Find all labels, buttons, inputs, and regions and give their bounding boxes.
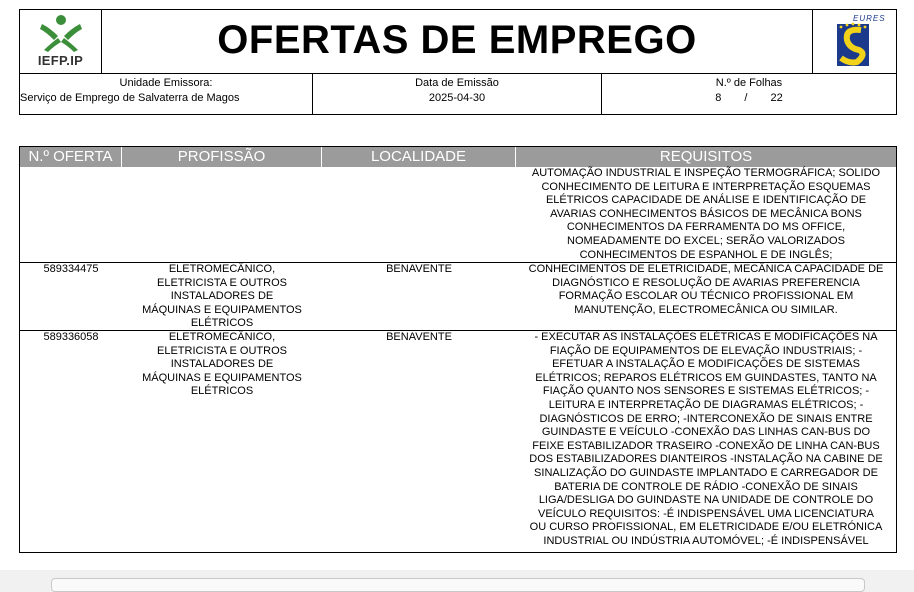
table-row: [20, 331, 896, 551]
requirements-line: FIAÇÃO DE EQUIPAMENTOS DE ELEVAÇÃO INDUSTRIAIS; -: [549, 344, 863, 357]
requirements-line: LEITURA E INTERPRETAÇÃO DE DIAGRAMAS ELÉTRICOS; -: [548, 398, 864, 411]
table-header: [20, 147, 896, 167]
profession-cell: [122, 331, 322, 399]
profession-cell: [122, 263, 322, 331]
iefp-logo-icon: [36, 14, 86, 54]
sheets-label: N.º de Folhas: [715, 77, 783, 89]
requirements-cell: [516, 263, 896, 317]
requirements-line: LIGA/DESLIGA DO GUINDASTE NA UNIDADE DE CONTROLE DO: [538, 494, 874, 507]
sheets-value: [602, 92, 896, 104]
date-label: Data de Emissão: [415, 77, 499, 89]
requirements-line: INDUSTRIAL OU INDÚSTRIA AUTOMÓVEL; -É INDISPENSÁVEL: [543, 534, 869, 547]
profession-line: ELÉTRICOS: [190, 317, 254, 330]
requirements-line: DIAGNÓSTICOS DE ERRO; -INTERCONEXÃO DE SINAIS ENTRE: [539, 412, 873, 425]
sheets-cell: [602, 74, 896, 115]
requirements-cell: [516, 167, 896, 262]
sheet-total: 22: [770, 92, 783, 104]
col-header-requirements: REQUISITOS: [659, 148, 753, 165]
issuer-cell: [20, 74, 313, 115]
requirements-line: DIAGNÓSTICO E RESOLUÇÃO DE AVARIAS PREFERENCIA: [552, 276, 860, 289]
issuer-label: Unidade Emissora:: [119, 77, 213, 89]
requirements-line: CONHECIMENTO DE LEITURA E INTERPRETAÇÃO ESQUEMAS: [541, 180, 871, 193]
locality-cell: BENAVENTE: [386, 331, 452, 343]
profession-line: ELETRICISTA E OUTROS: [157, 344, 287, 357]
requirements-line: FEIXE ESTABILIZADOR TRASEIRO -CONEXÃO DE LINHA CAN-BUS: [532, 439, 880, 452]
sheet-current: 8: [715, 92, 722, 104]
requirements-line: NOMEADAMENTE DO EXCEL; SERÃO VALORIZADOS: [567, 234, 845, 247]
date-cell: [313, 74, 602, 115]
title-cell: [102, 10, 813, 73]
eures-label: EURES: [853, 14, 886, 23]
requirements-line: OU CURSO PROFISSIONAL, EM ELETRICIDADE E/OU ELETRÓNICA: [529, 521, 883, 534]
requirements-line: AUTOMAÇÃO INDUSTRIAL E INSPEÇÃO TERMOGRÁFICA; SOLIDO: [531, 167, 881, 179]
next-page-edge: [51, 578, 865, 592]
header-box: [19, 9, 897, 115]
requirements-line: - EXECUTAR AS INSTALAÇÕES ELÉTRICAS E MODIFICAÇÕES NA: [534, 331, 878, 343]
eures-logo: [813, 10, 896, 73]
col-header-locality: LOCALIDADE: [322, 147, 516, 167]
page-title: OFERTAS DE EMPREGO: [217, 18, 697, 62]
requirements-line: CONHECIMENTOS DA FERRAMENTA DO MS OFFICE,: [566, 221, 846, 234]
requirements-line: FIAÇÃO QUANTO NOS SENSORES E SISTEMAS ELÉTRICOS; -: [542, 385, 870, 398]
requirements-line: MANUTENÇÃO, ELECTROMECÂNICA OU SIMILAR.: [574, 303, 838, 316]
requirements-line: BATERIA DE CONTROLE DE RÁDIO -CONEXÃO DE SINAIS: [554, 480, 858, 493]
requirements-line: CONHECIMENTOS DE ESPANHOL E DE INGLÊS;: [579, 248, 833, 261]
col-header-profession: PROFISSÃO: [122, 147, 322, 167]
requirements-line: GUINDASTE E VEÍCULO -CONEXÃO DAS LINHAS CAN-BUS DO: [541, 426, 871, 439]
offers-table: [19, 146, 897, 553]
logo-text: IEFP.IP: [37, 53, 84, 68]
offer-number: 589336058: [43, 331, 99, 343]
requirements-line: FORMAÇÃO ESCOLAR OU TÉCNICO PROFISSIONAL EM: [558, 290, 854, 303]
requirements-line: AVARIAS CONHECIMENTOS BÁSICOS DE MECÂNICA BONS: [550, 207, 862, 220]
profession-line: ELÉTRICOS: [190, 385, 254, 398]
locality-cell: BENAVENTE: [386, 263, 452, 275]
offer-number: 589334475: [43, 263, 99, 275]
profession-line: INSTALADORES DE: [170, 290, 274, 303]
requirements-cell: [516, 331, 896, 549]
profession-line: MÁQUINAS E EQUIPAMENTOS: [142, 303, 302, 316]
requirements-line: ELÉTRICOS; REPAROS ELÉTRICOS EM GUINDASTES, TANTO NA: [535, 371, 877, 384]
profession-line: ELETROMECÂNICO,: [168, 263, 276, 275]
eures-logo-icon: [827, 14, 883, 70]
requirements-line: EFETUAR A INSTALAÇÃO E MODIFICAÇÕES DE SISTEMAS: [552, 358, 860, 371]
profession-line: INSTALADORES DE: [170, 358, 274, 371]
requirements-line: DOS ESTABILIZADORES DIANTEIROS -INSTALAÇÃO NA CABINE DE: [529, 453, 883, 466]
col-header-offer: N.º OFERTA: [20, 147, 122, 167]
info-row: [20, 73, 896, 114]
iefp-logo: [20, 10, 102, 73]
issuer-value: Serviço de Emprego de Salvaterra de Magos: [20, 92, 240, 104]
requirements-line: VEÍCULO REQUISITOS: -É INDISPENSÁVEL UMA LICENCIATURA: [538, 507, 874, 520]
sheet-separator: /: [744, 92, 748, 104]
profession-line: MÁQUINAS E EQUIPAMENTOS: [142, 371, 302, 384]
table-row: [20, 167, 896, 263]
profession-line: ELETRICISTA E OUTROS: [157, 276, 287, 289]
requirements-line: ELÉTRICOS CAPACIDADE DE ANÁLISE E IDENTIFICAÇÃO DE: [545, 194, 867, 207]
table-row: [20, 263, 896, 331]
date-value: 2025-04-30: [428, 92, 486, 104]
requirements-line: CONHECIMENTOS DE ELETRICIDADE, MECÂNICA CAPACIDADE DE: [528, 263, 884, 275]
requirements-line: SINALIZAÇÃO DO GUINDASTE IMPLANTADO E CARREGADOR DE: [534, 466, 878, 479]
profession-line: ELETROMECÂNICO,: [168, 331, 276, 343]
